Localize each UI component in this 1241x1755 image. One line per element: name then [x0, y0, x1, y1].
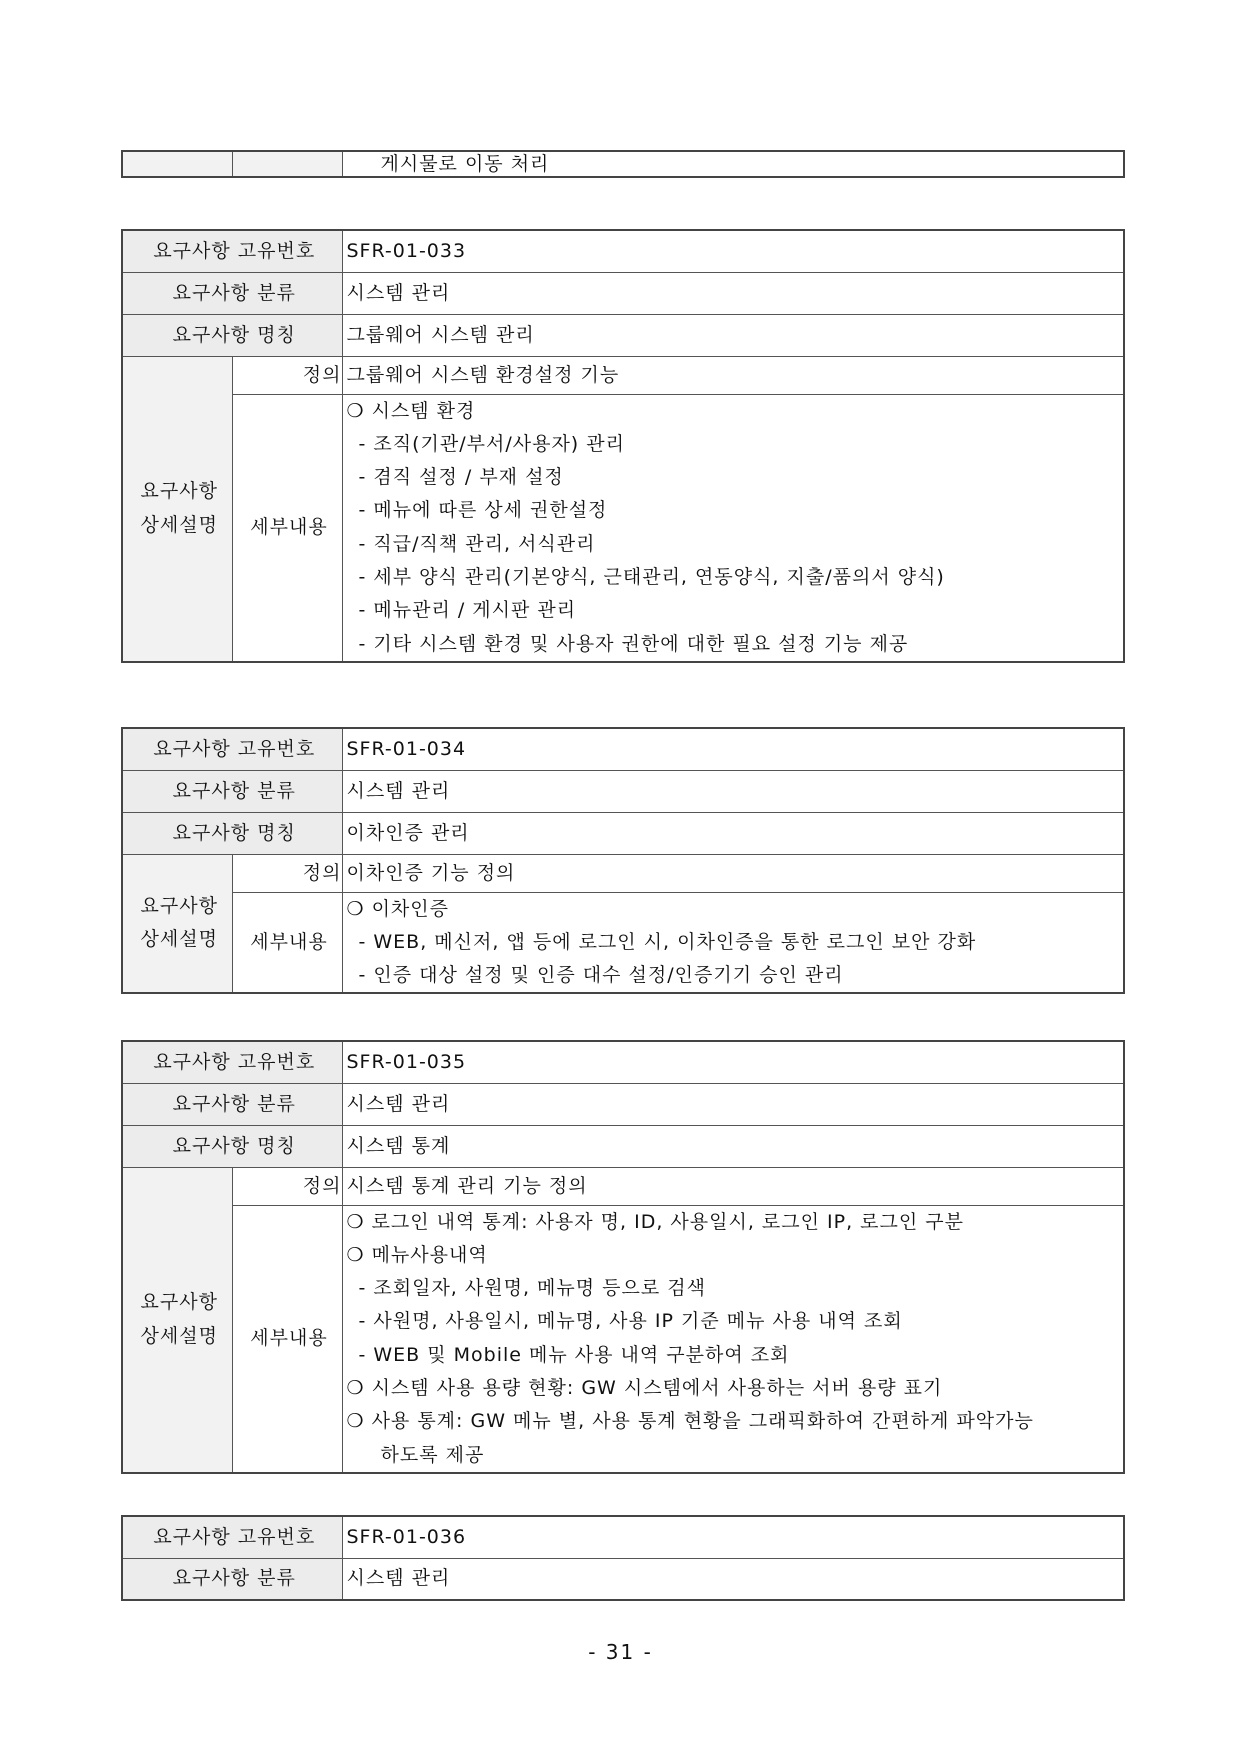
- label-definition: 정의: [232, 854, 342, 892]
- top-fragment-table: [121, 150, 1125, 178]
- label-definition: 정의: [232, 1167, 342, 1205]
- value-details: [342, 892, 1124, 993]
- detail-line: - WEB 및 Mobile 메뉴 사용 내역 구분하여 조회: [358, 1343, 790, 1366]
- label-name: 요구사항 명칭: [122, 314, 342, 356]
- value-id: SFR-01-033: [342, 230, 1124, 272]
- detail-line: - 사원명, 사용일시, 메뉴명, 사용 IP 기준 메뉴 사용 내역 조회: [358, 1310, 903, 1333]
- requirement-table-035: [121, 1040, 1125, 1474]
- empty-cell: [122, 151, 232, 177]
- page-number: - 31 -: [588, 1640, 653, 1664]
- value-category: 시스템 관리: [342, 272, 1124, 314]
- detail-line: - 메뉴에 따른 상세 권한설정: [358, 499, 608, 522]
- label-category: 요구사항 분류: [122, 1558, 342, 1600]
- detail-line: ❍ 시스템 사용 용량 현황: GW 시스템에서 사용하는 서버 용량 표기: [346, 1376, 943, 1399]
- label-category: 요구사항 분류: [122, 1083, 342, 1125]
- detail-line: 하도록 제공: [380, 1443, 485, 1466]
- value-definition: 이차인증 기능 정의: [342, 854, 1124, 892]
- detail-line: ❍ 로그인 내역 통계: 사용자 명, ID, 사용일시, 로그인 IP, 로그인 구분: [346, 1210, 964, 1233]
- label-definition: 정의: [232, 356, 342, 394]
- value-definition: 그룹웨어 시스템 환경설정 기능: [342, 356, 1124, 394]
- detail-line: - 세부 양식 관리(기본양식, 근태관리, 연동양식, 지출/품의서 양식): [358, 565, 945, 588]
- detail-line: ❍ 시스템 환경: [346, 399, 476, 422]
- value-definition: 시스템 통계 관리 기능 정의: [342, 1167, 1124, 1205]
- detail-line: - 겸직 설정 / 부재 설정: [358, 466, 564, 489]
- label-name: 요구사항 명칭: [122, 1125, 342, 1167]
- detail-line: ❍ 이차인증: [346, 897, 449, 920]
- label-category: 요구사항 분류: [122, 770, 342, 812]
- label-id: 요구사항 고유번호: [122, 1516, 342, 1558]
- detail-line: ❍ 메뉴사용내역: [346, 1243, 488, 1266]
- detail-line: - 조회일자, 사원명, 메뉴명 등으로 검색: [358, 1277, 706, 1300]
- value-details: [342, 394, 1124, 662]
- value-id: SFR-01-035: [342, 1041, 1124, 1083]
- value-category: 시스템 관리: [342, 770, 1124, 812]
- label-detail: 요구사항 상세설명: [122, 854, 232, 993]
- detail-line: - 메뉴관리 / 게시판 관리: [358, 599, 577, 622]
- label-id: 요구사항 고유번호: [122, 1041, 342, 1083]
- detail-line: - WEB, 메신저, 앱 등에 로그인 시, 이차인증을 통한 로그인 보안 강화: [358, 930, 977, 953]
- detail-line: ❍ 사용 통계: GW 메뉴 별, 사용 통계 현황을 그래픽화하여 간편하게 파악가능: [346, 1410, 1034, 1433]
- value-name: 이차인증 관리: [342, 812, 1124, 854]
- label-contents: 세부내용: [232, 1205, 342, 1473]
- value-details: [342, 1205, 1124, 1473]
- detail-line: - 조직(기관/부서/사용자) 관리: [358, 432, 625, 455]
- detail-line: - 인증 대상 설정 및 인증 대수 설정/인증기기 승인 관리: [358, 964, 844, 987]
- label-contents: 세부내용: [232, 892, 342, 993]
- label-category: 요구사항 분류: [122, 272, 342, 314]
- value-name: 그룹웨어 시스템 관리: [342, 314, 1124, 356]
- detail-line: - 직급/직책 관리, 서식관리: [358, 532, 596, 555]
- value-id: SFR-01-034: [342, 728, 1124, 770]
- value-id: SFR-01-036: [342, 1516, 1124, 1558]
- requirement-table-034: [121, 727, 1125, 994]
- label-id: 요구사항 고유번호: [122, 728, 342, 770]
- label-name: 요구사항 명칭: [122, 812, 342, 854]
- label-detail: 요구사항 상세설명: [122, 356, 232, 662]
- label-detail: 요구사항 상세설명: [122, 1167, 232, 1473]
- detail-line: - 기타 시스템 환경 및 사용자 권한에 대한 필요 설정 기능 제공: [358, 632, 909, 655]
- fragment-text: 게시물로 이동 처리: [342, 151, 1124, 177]
- requirement-table-036: [121, 1515, 1125, 1601]
- label-contents: 세부내용: [232, 394, 342, 662]
- value-category: 시스템 관리: [342, 1083, 1124, 1125]
- label-id: 요구사항 고유번호: [122, 230, 342, 272]
- value-name: 시스템 통계: [342, 1125, 1124, 1167]
- empty-cell: [232, 151, 342, 177]
- requirement-table-033: [121, 229, 1125, 663]
- value-category: 시스템 관리: [342, 1558, 1124, 1600]
